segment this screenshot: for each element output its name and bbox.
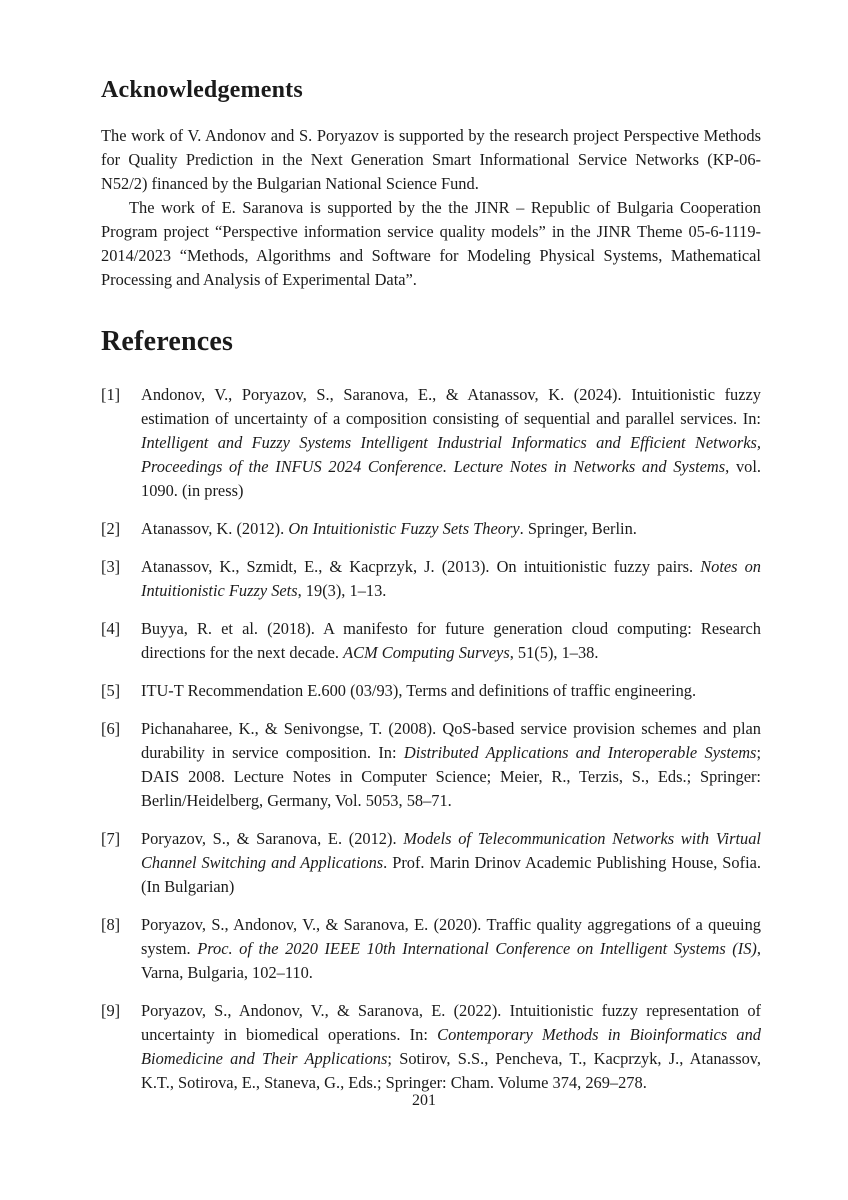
reference-item-5 <box>101 679 761 703</box>
reference-list <box>101 383 761 1095</box>
reference-text: Andonov, V., Poryazov, S., Saranova, E., & Atanassov, K. (2024). Intuitionistic fuzzy estimation of uncertainty of a composition consisting of sequential and parallel services. In: Intelligent and Fuzzy Systems Intelligent Industrial Informatics and Efficient Networks, Proceedings of the INFUS 2024 Conference. Lecture Notes in Networks and Systems, vol. 1090. (in press) <box>141 385 761 500</box>
reference-item-9 <box>101 999 761 1095</box>
reference-label: [3] <box>101 557 121 576</box>
reference-label: [7] <box>101 829 121 848</box>
reference-text: Atanassov, K., Szmidt, E., & Kacprzyk, J. (2013). On intuitionistic fuzzy pairs. Notes on Intuitionistic Fuzzy Sets, 19(3), 1–13. <box>141 557 761 600</box>
reference-item-4 <box>101 617 761 665</box>
reference-text: Buyya, R. et al. (2018). A manifesto for future generation cloud computing: Research directions for the next decade. ACM Computing Surveys, 51(5), 1–38. <box>141 619 761 662</box>
acknowledgements-section <box>101 76 761 292</box>
reference-item-7 <box>101 827 761 899</box>
reference-text: Atanassov, K. (2012). On Intuitionistic Fuzzy Sets Theory. Springer, Berlin. <box>141 519 637 538</box>
reference-text: ITU-T Recommendation E.600 (03/93), Terms and definitions of traffic engineering. <box>141 681 697 700</box>
reference-text: Poryazov, S., Andonov, V., & Saranova, E. (2022). Intuitionistic fuzzy representation of uncertainty in biomedical operations. In: Contemporary Methods in Bioinformatics and Biomedicine and Their Applications; Sotirov, S.S., Pencheva, T., Kacprzyk, J., Atanassov, K.T., Sotirova, E., Staneva, G., Eds.; Springer: Cham. Volume 374, 269–278. <box>141 1001 761 1092</box>
reference-label: [1] <box>101 385 121 404</box>
reference-item-3 <box>101 555 761 603</box>
reference-label: [6] <box>101 719 121 738</box>
reference-item-1 <box>101 383 761 503</box>
reference-label: [9] <box>101 1001 121 1020</box>
reference-text: Poryazov, S., & Saranova, E. (2012). Models of Telecommunication Networks with Virtual Channel Switching and Applications. Prof. Marin Drinov Academic Publishing House, Sofia. (In Bulgarian) <box>141 829 762 896</box>
page-content <box>101 0 761 1095</box>
references-section <box>101 326 761 1095</box>
references-heading: References <box>101 326 234 357</box>
reference-label: [5] <box>101 681 121 700</box>
reference-item-8 <box>101 913 761 985</box>
reference-item-6 <box>101 717 761 813</box>
reference-label: [4] <box>101 619 121 638</box>
acknowledgements-paragraph-1: The work of V. Andonov and S. Poryazov is supported by the research project Perspective Methods for Quality Prediction in the Next Generation Smart Informational Service Networks (KP-06-N52/2) financed by the Bulgarian National Science Fund. <box>101 126 761 193</box>
page-number: 201 <box>412 1092 436 1109</box>
reference-text: Poryazov, S., Andonov, V., & Saranova, E. (2020). Traffic quality aggregations of a queuing system. Proc. of the 2020 IEEE 10th International Conference on Intelligent Systems (IS), Varna, Bulgaria, 102–110. <box>141 915 761 982</box>
reference-item-2 <box>101 517 761 541</box>
reference-label: [2] <box>101 519 121 538</box>
reference-text: Pichanaharee, K., & Senivongse, T. (2008). QoS-based service provision schemes and plan durability in service composition. In: Distributed Applications and Interoperable Systems; DAIS 2008. Lecture Notes in Computer Science; Meier, R., Terzis, S., Eds.; Springer: Berlin/Heidelberg, Germany, Vol. 5053, 58–71. <box>141 719 761 810</box>
acknowledgements-heading: Acknowledgements <box>101 77 303 103</box>
reference-label: [8] <box>101 915 121 934</box>
acknowledgements-paragraph-2: The work of E. Saranova is supported by the the JINR – Republic of Bulgaria Cooperation Program project “Perspective information service quality models” in the JINR Theme 05-6-1119-2014/2023 “Methods, Algorithms and Software for Modeling Physical Systems, Mathematical Processing and Analysis of Experimental Data”. <box>101 198 761 289</box>
